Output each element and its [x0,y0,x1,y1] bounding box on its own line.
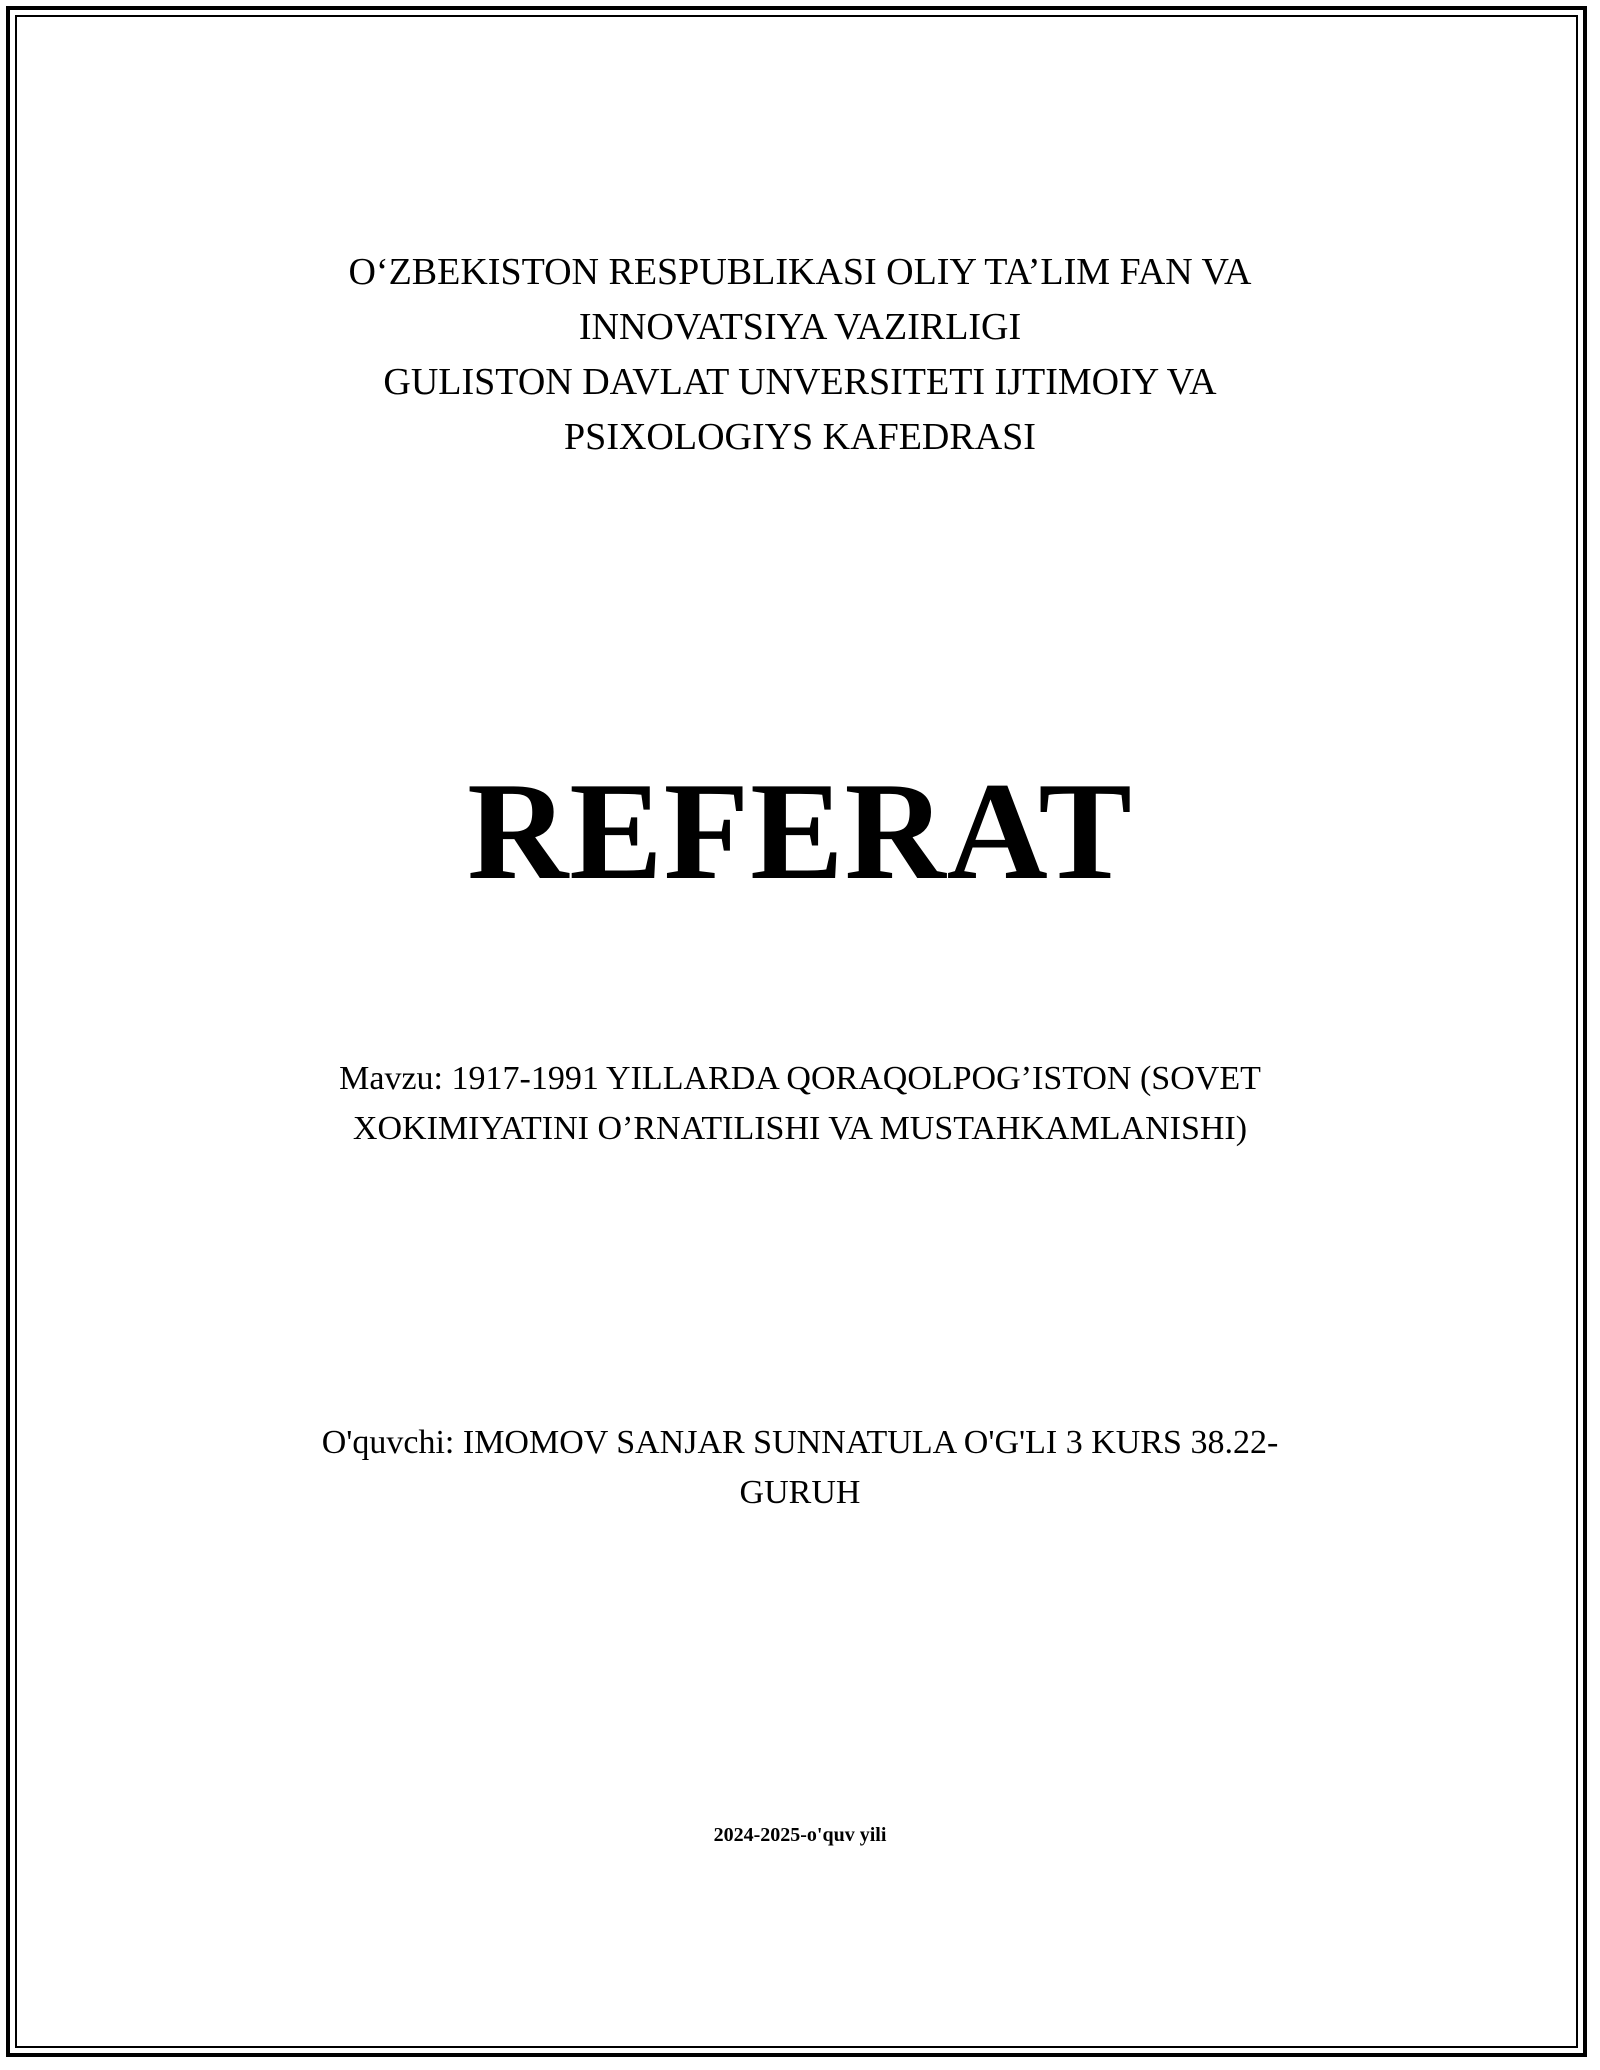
header-line: GULISTON DAVLAT UNVERSITETI IJTIMOIY VA [383,361,1217,403]
student-line: GURUH [739,1474,861,1511]
student-section [0,1418,1600,1518]
header-line: O‘ZBEKISTON RESPUBLIKASI OLIY TA’LIM FAN VA [348,251,1252,293]
header-line: PSIXOLOGIYS KAFEDRASI [564,416,1036,458]
topic-section [0,1054,1600,1154]
header-line: INNOVATSIYA VAZIRLIGI [578,306,1022,348]
topic-line: XOKIMIYATINI O’RNATILISHI VA MUSTAHKAMLANISHI) [352,1110,1248,1147]
student-line: O'quvchi: IMOMOV SANJAR SUNNATULA O'G'LI 3 KURS 38.22- [321,1424,1279,1461]
academic-year: 2024-2025-o'quv yili [713,1824,887,1846]
document-title: REFERAT [467,754,1133,909]
institution-header [0,245,1600,465]
topic-line: Mavzu: 1917-1991 YILLARDA QORAQOLPOG’ISTON (SOVET [339,1060,1261,1097]
